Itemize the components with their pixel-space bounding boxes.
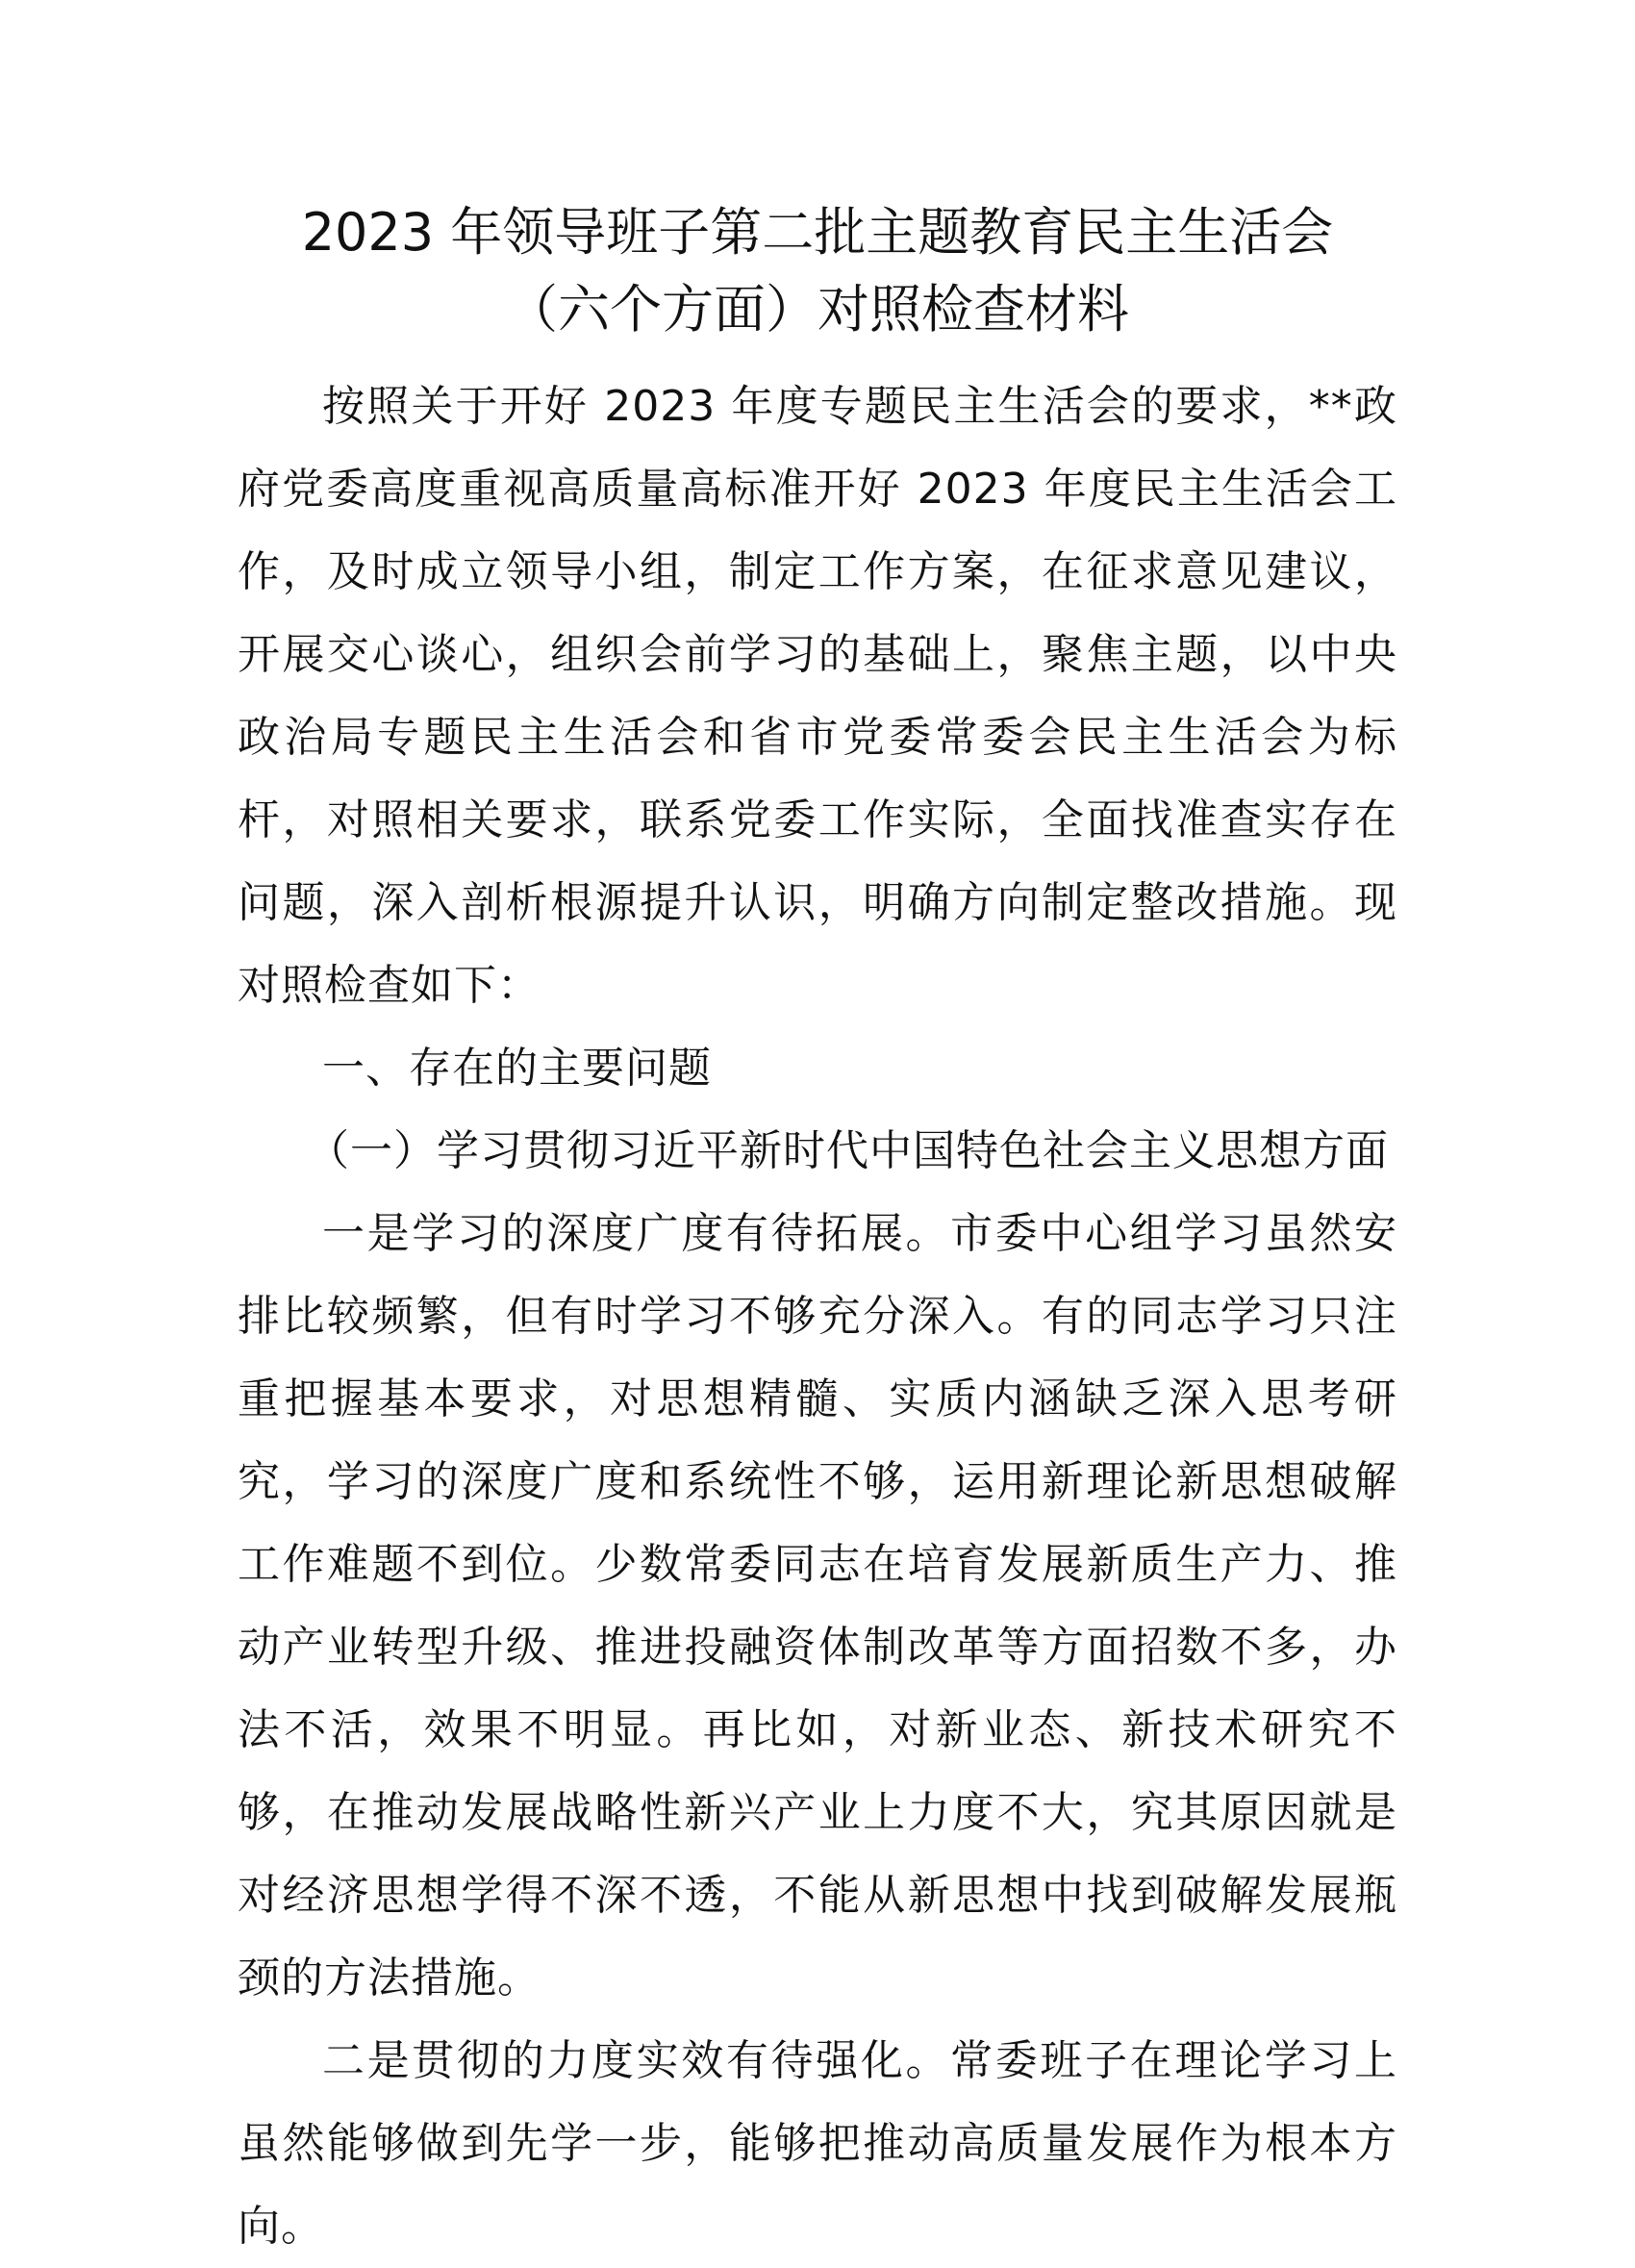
document-body: [238, 365, 1397, 2268]
subsection-heading-1: （一）学习贯彻习近平新时代中国特色社会主义思想方面: [307, 1126, 1389, 1175]
section-heading-1: 一、存在的主要问题: [322, 1044, 712, 1093]
point-paragraph-2: 二是贯彻的力度实效有待强化。常委班子在理论学习上虽然能够做到先学一步，能够把推动高质量发展作为根本方向。: [238, 2036, 1397, 2251]
intro-paragraph: 按照关于开好 2023 年度专题民主生活会的要求，**政府党委高度重视高质量高标准开好 2023 年度民主生活会工作，及时成立领导小组，制定工作方案，在征求意见建议，开展交心谈心，组织会前学习的基础上，聚焦主题，以中央政治局专题民主生活会和省市党委常委会民主生活会为标杆，对照相关要求，联系党委工作实际，全面找准查实存在问题，深入剖析根源提升认识，明确方向制定整改措施。现对照检查如下：: [238, 382, 1397, 1010]
document-title-line2: （六个方面）对照检查材料: [506, 279, 1129, 340]
document-title-line1: 2023 年领导班子第二批主题教育民主生活会: [301, 202, 1334, 263]
point-paragraph-1: 一是学习的深度广度有待拓展。市委中心组学习虽然安排比较频繁，但有时学习不够充分深入。有的同志学习只注重把握基本要求，对思想精髓、实质内涵缺乏深入思考研究，学习的深度广度和系统性不够，运用新理论新思想破解工作难题不到位。少数常委同志在培育发展新质生产力、推动产业转型升级、推进投融资体制改革等方面招数不多，办法不活，效果不明显。再比如，对新业态、新技术研究不够，在推动发展战略性新兴产业上力度不大，究其原因就是对经济思想学得不深不透，不能从新思想中找到破解发展瓶颈的方法措施。: [238, 1209, 1397, 2003]
